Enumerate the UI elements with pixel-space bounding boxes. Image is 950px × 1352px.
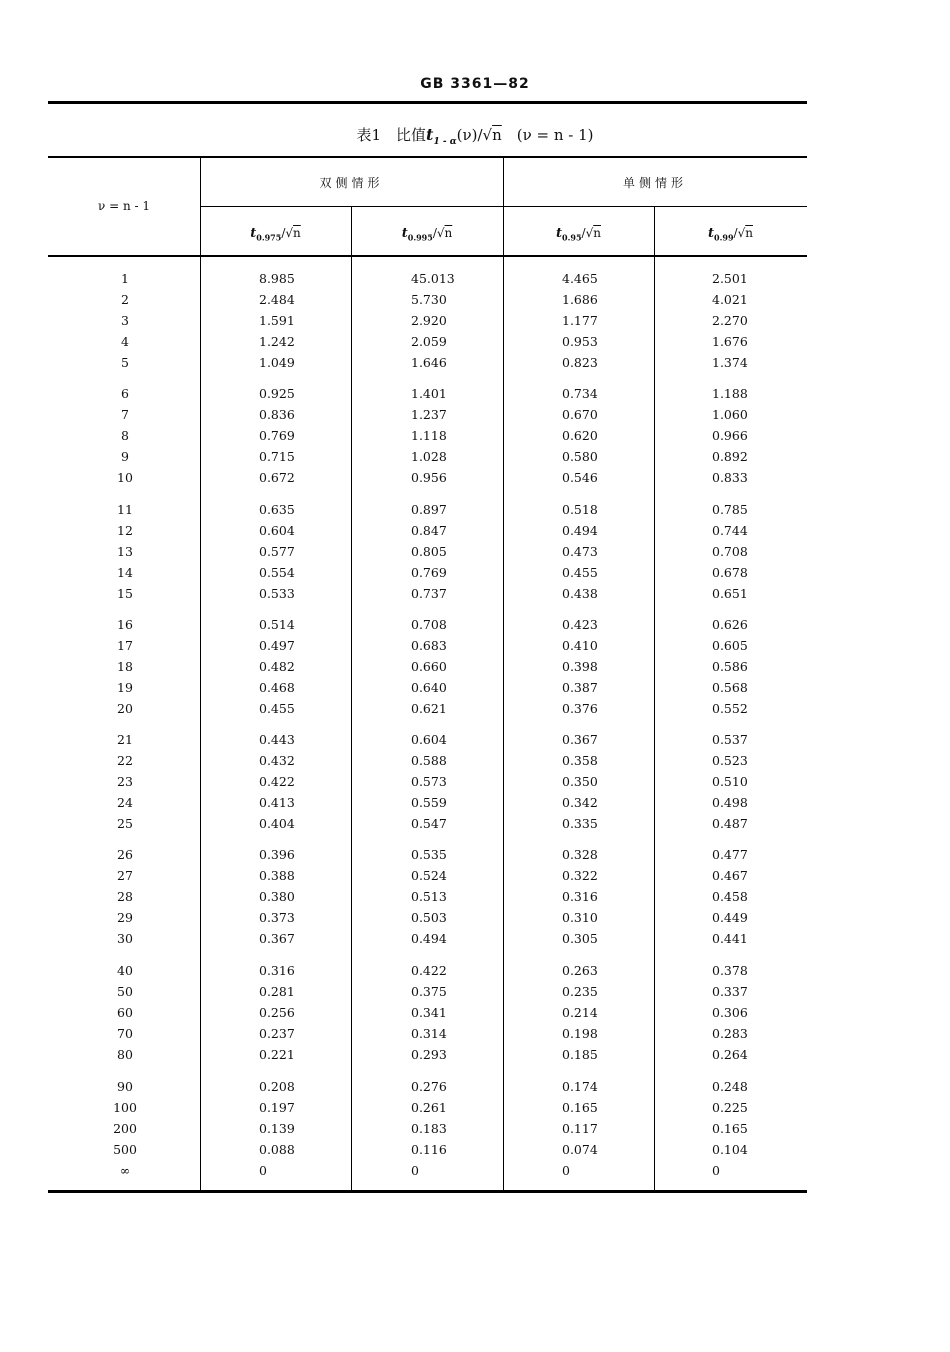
col-div: / <box>733 226 738 240</box>
value-cell: 0.833 <box>712 470 748 486</box>
value-cell: 1.591 <box>259 313 295 329</box>
table-row <box>48 428 807 448</box>
caption-t-subscript: 1 - α <box>433 137 457 147</box>
value-cell: 0.498 <box>712 795 748 811</box>
table-row <box>48 963 807 983</box>
value-cell: 0.404 <box>259 816 295 832</box>
value-cell: 0.503 <box>411 910 447 926</box>
row-nu-cell: 28 <box>117 889 133 905</box>
value-cell: 1.374 <box>712 355 748 371</box>
value-cell: 1.237 <box>411 407 447 423</box>
value-cell: 0.225 <box>712 1100 748 1116</box>
column-header-1 <box>200 226 351 242</box>
value-cell: 0.546 <box>562 470 598 486</box>
value-cell: 0.350 <box>562 774 598 790</box>
row-nu-cell: 11 <box>117 502 133 517</box>
value-cell: 0.514 <box>259 617 295 632</box>
table-row <box>48 931 807 951</box>
value-cell: 1.118 <box>411 428 447 444</box>
value-cell: 0.537 <box>712 732 748 747</box>
value-cell: 0.708 <box>712 544 748 560</box>
value-cell: 0.104 <box>712 1142 748 1158</box>
col-t-symbol: t <box>556 226 563 241</box>
row-nu-cell: 19 <box>117 680 133 696</box>
value-cell: 0.734 <box>562 386 598 401</box>
value-cell: 0.422 <box>259 774 295 790</box>
value-cell: 0.620 <box>562 428 598 444</box>
table-row <box>48 1100 807 1120</box>
value-cell: 1.686 <box>562 292 598 308</box>
row-nu-cell: 6 <box>121 386 129 401</box>
row-nu-cell: 23 <box>117 774 133 790</box>
value-cell: 0.198 <box>562 1026 598 1042</box>
row-nu-cell: 3 <box>121 313 129 329</box>
value-cell: 0.237 <box>259 1026 295 1042</box>
value-cell: 0.185 <box>562 1047 598 1063</box>
table-row <box>48 984 807 1004</box>
col-t-subscript: 0.995 <box>407 232 433 243</box>
table-row <box>48 659 807 679</box>
value-cell: 0.373 <box>259 910 295 926</box>
value-cell: 0.847 <box>411 523 447 539</box>
value-cell: 0 <box>562 1163 570 1179</box>
value-cell: 0.183 <box>411 1121 447 1137</box>
value-cell: 0.116 <box>411 1142 447 1158</box>
value-cell: 8.985 <box>259 271 295 286</box>
row-nu-cell: 80 <box>117 1047 133 1063</box>
row-nu-cell: 90 <box>117 1079 133 1094</box>
value-cell: 0.396 <box>259 847 295 862</box>
value-cell: 0.487 <box>712 816 748 832</box>
table-row <box>48 774 807 794</box>
table-row <box>48 1121 807 1141</box>
value-cell: 0.276 <box>411 1079 447 1094</box>
table-row <box>48 586 807 606</box>
value-cell: 0.367 <box>562 732 598 747</box>
value-cell: 1.188 <box>712 386 748 401</box>
value-cell: 0.376 <box>562 701 598 717</box>
caption-label: 比值 <box>396 126 427 144</box>
row-nu-cell: 9 <box>121 449 129 465</box>
column-header-4 <box>654 226 807 242</box>
row-nu-cell: 24 <box>117 795 133 811</box>
value-cell: 0.468 <box>259 680 295 696</box>
value-cell: 4.465 <box>562 271 598 286</box>
caption-sqrt-arg: n <box>492 126 502 144</box>
caption-div: / <box>477 126 483 144</box>
value-cell: 0.494 <box>562 523 598 539</box>
value-cell: 0.823 <box>562 355 598 371</box>
row-nu-cell: 21 <box>117 732 133 747</box>
value-cell: 0.497 <box>259 638 295 654</box>
value-cell: 0.769 <box>411 565 447 581</box>
table-row <box>48 680 807 700</box>
row-nu-cell: 2 <box>121 292 129 308</box>
row-nu-cell: 15 <box>117 586 133 602</box>
value-cell: 0.221 <box>259 1047 295 1063</box>
value-cell: 0.524 <box>411 868 447 884</box>
value-cell: 0.513 <box>411 889 447 905</box>
row-nu-cell: 60 <box>117 1005 133 1021</box>
value-cell: 0.785 <box>712 502 748 517</box>
table-row <box>48 638 807 658</box>
value-cell: 0.165 <box>712 1121 748 1137</box>
value-cell: 0.342 <box>562 795 598 811</box>
value-cell: 0.449 <box>712 910 748 926</box>
value-cell: 2.501 <box>712 271 748 286</box>
table-row <box>48 386 807 406</box>
value-cell: 0.473 <box>562 544 598 560</box>
value-cell: 0.559 <box>411 795 447 811</box>
value-cell: 0.953 <box>562 334 598 350</box>
value-cell: 0.925 <box>259 386 295 401</box>
value-cell: 0.836 <box>259 407 295 423</box>
row-nu-cell: 40 <box>117 963 133 978</box>
table-top-rule <box>48 156 807 158</box>
table-row <box>48 523 807 543</box>
group-header-two-sided: 双侧情形 <box>319 176 384 190</box>
row-nu-cell: 14 <box>117 565 133 581</box>
table-row <box>48 565 807 585</box>
value-cell: 4.021 <box>712 292 748 308</box>
row-nu-cell: 10 <box>117 470 133 486</box>
value-cell: 0.316 <box>259 963 295 978</box>
value-cell: 1.646 <box>411 355 447 371</box>
value-cell: 2.484 <box>259 292 295 308</box>
value-cell: 0.621 <box>411 701 447 717</box>
value-cell: 0.283 <box>712 1026 748 1042</box>
value-cell: 0.438 <box>562 586 598 602</box>
row-nu-cell: 200 <box>113 1121 137 1137</box>
value-cell: 0.235 <box>562 984 598 1000</box>
value-cell: 0.423 <box>562 617 598 632</box>
table-row <box>48 847 807 867</box>
table-row <box>48 753 807 773</box>
table-row <box>48 544 807 564</box>
value-cell: 0.293 <box>411 1047 447 1063</box>
value-cell: 0.626 <box>712 617 748 632</box>
value-cell: 0.197 <box>259 1100 295 1116</box>
value-cell: 0.314 <box>411 1026 447 1042</box>
value-cell: 0.375 <box>411 984 447 1000</box>
table-row <box>48 1142 807 1162</box>
table-row <box>48 355 807 375</box>
value-cell: 0.214 <box>562 1005 598 1021</box>
table-row <box>48 502 807 522</box>
row-nu-cell: 1 <box>121 271 129 286</box>
row-nu-cell: 4 <box>121 334 129 350</box>
value-cell: 0.737 <box>411 586 447 602</box>
col-t-symbol: t <box>250 226 257 241</box>
col-sqrt-arg: n <box>293 226 301 240</box>
value-cell: 0 <box>259 1163 267 1179</box>
header-bottom-rule <box>48 255 807 257</box>
col-div: / <box>581 226 586 240</box>
value-cell: 0.769 <box>259 428 295 444</box>
value-cell: 0.248 <box>712 1079 748 1094</box>
value-cell: 0.683 <box>411 638 447 654</box>
value-cell: 0.518 <box>562 502 598 517</box>
row-nu-cell: 17 <box>117 638 133 654</box>
row-nu-cell: 16 <box>117 617 133 632</box>
column-header-3 <box>503 226 654 242</box>
value-cell: 0.604 <box>259 523 295 539</box>
caption-t-symbol: t <box>426 125 434 144</box>
value-cell: 0.580 <box>562 449 598 465</box>
value-cell: 0.672 <box>259 470 295 486</box>
row-nu-cell: 12 <box>117 523 133 539</box>
col-sqrt-sign: √ <box>737 226 746 240</box>
value-cell: 0.441 <box>712 931 748 947</box>
value-cell: 0.261 <box>411 1100 447 1116</box>
value-cell: 0.547 <box>411 816 447 832</box>
value-cell: 0.660 <box>411 659 447 675</box>
table-row <box>48 816 807 836</box>
value-cell: 0.577 <box>259 544 295 560</box>
value-cell: 0.117 <box>562 1121 598 1137</box>
row-header-nu: ν = n - 1 <box>97 199 151 213</box>
table-row <box>48 889 807 909</box>
value-cell: 0.510 <box>712 774 748 790</box>
value-cell: 0.892 <box>712 449 748 465</box>
value-cell: 0.358 <box>562 753 598 769</box>
value-cell: 2.059 <box>411 334 447 350</box>
value-cell: 0.174 <box>562 1079 598 1094</box>
value-cell: 0.586 <box>712 659 748 675</box>
caption-t-arg: (ν) <box>456 126 478 144</box>
value-cell: 1.401 <box>411 386 447 401</box>
col-sqrt-arg: n <box>593 226 601 240</box>
caption-prefix: 表1 <box>356 126 382 144</box>
table-row <box>48 732 807 752</box>
value-cell: 0 <box>712 1163 720 1179</box>
value-cell: 0.897 <box>411 502 447 517</box>
value-cell: 2.270 <box>712 313 748 329</box>
value-cell: 0.744 <box>712 523 748 539</box>
col-t-subscript: 0.99 <box>714 232 734 243</box>
value-cell: 0.337 <box>712 984 748 1000</box>
value-cell: 0.477 <box>712 847 748 862</box>
value-cell: 0.432 <box>259 753 295 769</box>
table-row <box>48 617 807 637</box>
table-row <box>48 292 807 312</box>
value-cell: 0.455 <box>259 701 295 717</box>
table-bottom-rule <box>48 1190 807 1193</box>
value-cell: 0.552 <box>712 701 748 717</box>
value-cell: 1.028 <box>411 449 447 465</box>
value-cell: 5.730 <box>411 292 447 308</box>
value-cell: 0.088 <box>259 1142 295 1158</box>
table-row <box>48 795 807 815</box>
table-row <box>48 1005 807 1025</box>
value-cell: 0.467 <box>712 868 748 884</box>
row-nu-cell: 70 <box>117 1026 133 1042</box>
value-cell: 0.316 <box>562 889 598 905</box>
value-cell: 0.322 <box>562 868 598 884</box>
value-cell: 1.676 <box>712 334 748 350</box>
value-cell: 0.256 <box>259 1005 295 1021</box>
value-cell: 0.678 <box>712 565 748 581</box>
value-cell: 0.805 <box>411 544 447 560</box>
value-cell: 0 <box>411 1163 419 1179</box>
value-cell: 0.588 <box>411 753 447 769</box>
value-cell: 1.177 <box>562 313 598 329</box>
row-nu-cell: ∞ <box>119 1163 131 1179</box>
row-nu-cell: 500 <box>113 1142 137 1158</box>
top-rule <box>48 101 807 104</box>
col-t-symbol: t <box>708 226 715 241</box>
table-row <box>48 1079 807 1099</box>
value-cell: 0.966 <box>712 428 748 444</box>
col-t-subscript: 0.95 <box>562 232 582 243</box>
row-nu-cell: 26 <box>117 847 133 862</box>
value-cell: 0.378 <box>712 963 748 978</box>
row-nu-cell: 100 <box>113 1100 137 1116</box>
value-cell: 0.422 <box>411 963 447 978</box>
value-cell: 0.341 <box>411 1005 447 1021</box>
col-sqrt-sign: √ <box>285 226 294 240</box>
table-row <box>48 1047 807 1067</box>
value-cell: 1.242 <box>259 334 295 350</box>
value-cell: 0.715 <box>259 449 295 465</box>
value-cell: 0.208 <box>259 1079 295 1094</box>
value-cell: 0.410 <box>562 638 598 654</box>
value-cell: 0.398 <box>562 659 598 675</box>
table-row <box>48 313 807 333</box>
col-sqrt-sign: √ <box>585 226 594 240</box>
value-cell: 0.264 <box>712 1047 748 1063</box>
col-sqrt-sign: √ <box>436 226 445 240</box>
table-row <box>48 271 807 291</box>
value-cell: 0.074 <box>562 1142 598 1158</box>
row-nu-cell: 7 <box>121 407 129 423</box>
value-cell: 0.263 <box>562 963 598 978</box>
value-cell: 0.380 <box>259 889 295 905</box>
table-row <box>48 407 807 427</box>
value-cell: 0.708 <box>411 617 447 632</box>
value-cell: 0.568 <box>712 680 748 696</box>
table-row <box>48 868 807 888</box>
value-cell: 0.651 <box>712 586 748 602</box>
table-row <box>48 449 807 469</box>
row-nu-cell: 30 <box>117 931 133 947</box>
value-cell: 0.139 <box>259 1121 295 1137</box>
row-nu-cell: 29 <box>117 910 133 926</box>
value-cell: 0.281 <box>259 984 295 1000</box>
value-cell: 0.455 <box>562 565 598 581</box>
caption-note: (ν = n - 1) <box>516 126 594 144</box>
value-cell: 0.388 <box>259 868 295 884</box>
value-cell: 1.049 <box>259 355 295 371</box>
value-cell: 0.367 <box>259 931 295 947</box>
row-nu-cell: 27 <box>117 868 133 884</box>
value-cell: 0.413 <box>259 795 295 811</box>
value-cell: 0.670 <box>562 407 598 423</box>
value-cell: 0.635 <box>259 502 295 517</box>
value-cell: 1.060 <box>712 407 748 423</box>
value-cell: 0.482 <box>259 659 295 675</box>
table-row <box>48 1026 807 1046</box>
value-cell: 0.640 <box>411 680 447 696</box>
value-cell: 0.443 <box>259 732 295 747</box>
value-cell: 0.533 <box>259 586 295 602</box>
row-nu-cell: 18 <box>117 659 133 675</box>
table-row <box>48 701 807 721</box>
value-cell: 0.605 <box>712 638 748 654</box>
value-cell: 0.956 <box>411 470 447 486</box>
value-cell: 0.310 <box>562 910 598 926</box>
table-row <box>48 470 807 490</box>
row-nu-cell: 50 <box>117 984 133 1000</box>
table-row <box>48 910 807 930</box>
row-nu-cell: 20 <box>117 701 133 717</box>
table-row <box>48 334 807 354</box>
value-cell: 0.458 <box>712 889 748 905</box>
value-cell: 0.335 <box>562 816 598 832</box>
row-nu-cell: 22 <box>117 753 133 769</box>
value-cell: 0.387 <box>562 680 598 696</box>
row-nu-cell: 25 <box>117 816 133 832</box>
col-t-symbol: t <box>401 226 408 241</box>
value-cell: 0.494 <box>411 931 447 947</box>
value-cell: 0.306 <box>712 1005 748 1021</box>
col-div: / <box>281 226 286 240</box>
row-nu-cell: 13 <box>117 544 133 560</box>
table-row <box>48 1163 807 1183</box>
value-cell: 0.573 <box>411 774 447 790</box>
value-cell: 45.013 <box>411 271 455 286</box>
value-cell: 2.920 <box>411 313 447 329</box>
col-sqrt-arg: n <box>745 226 753 240</box>
value-cell: 0.604 <box>411 732 447 747</box>
col-sqrt-arg: n <box>444 226 453 240</box>
row-nu-cell: 8 <box>121 428 129 444</box>
group-header-one-sided: 单侧情形 <box>622 176 687 190</box>
value-cell: 0.165 <box>562 1100 598 1116</box>
row-nu-cell: 5 <box>121 355 129 371</box>
column-header-2 <box>351 226 503 242</box>
value-cell: 0.535 <box>411 847 447 862</box>
col-div: / <box>432 226 437 240</box>
standard-number: GB 3361—82 <box>420 76 530 92</box>
value-cell: 0.554 <box>259 565 295 581</box>
caption-sqrt-sign: √ <box>482 126 493 144</box>
value-cell: 0.523 <box>712 753 748 769</box>
col-t-subscript: 0.975 <box>256 232 282 243</box>
table-caption <box>0 124 950 147</box>
value-cell: 0.305 <box>562 931 598 947</box>
value-cell: 0.328 <box>562 847 598 862</box>
